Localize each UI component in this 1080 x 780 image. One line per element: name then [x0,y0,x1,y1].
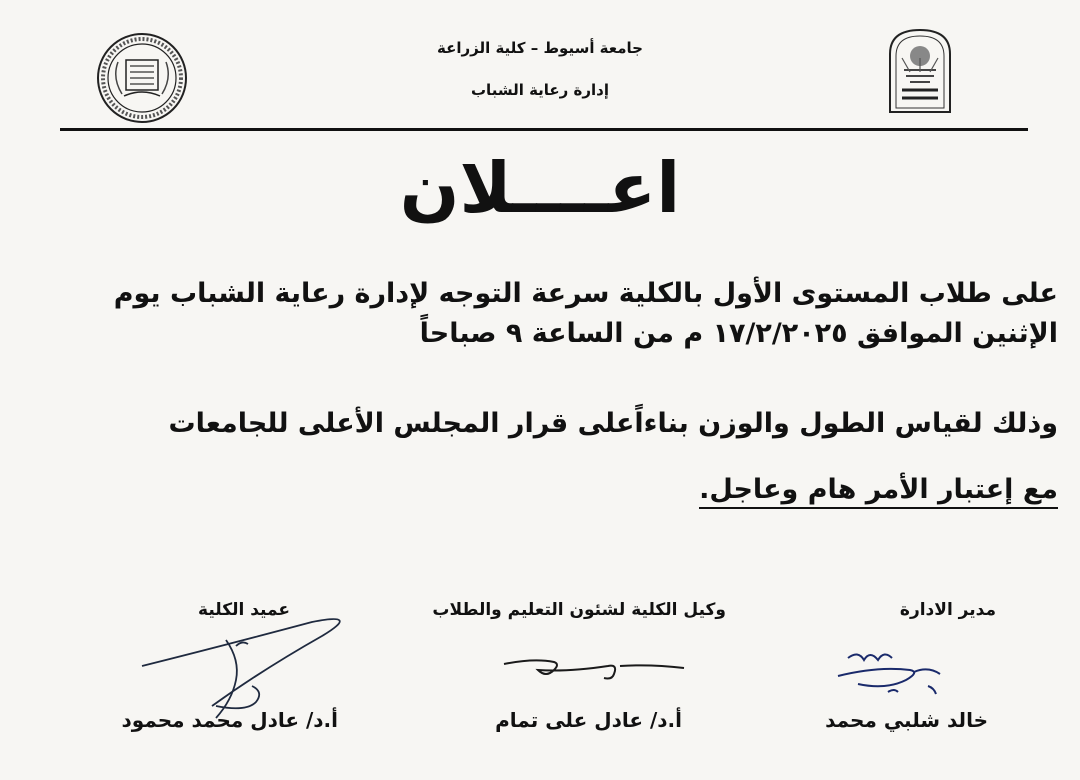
signature-title-director: مدير الادارة [899,600,996,620]
body-paragraph-1 [60,274,1058,354]
header-divider [60,128,1028,131]
body-line-4: مع إعتبار الأمر هام وعاجل. [699,474,1058,509]
faculty-seal-icon [96,32,188,124]
signature-title-dean: عميد الكلية [198,600,290,620]
announcement-title: اعــــلان [399,147,681,229]
signature-mark-director [828,632,968,702]
body-line-1: على طلاب المستوى الأول بالكلية سرعة التوجه لإدارة رعاية الشباب يوم [113,278,1058,309]
body-line-3: وذلك لقياس الطول والوزن بناءاًعلى قرار المجلس الأعلى للجامعات [168,408,1058,439]
signature-title-vice-dean: وكيل الكلية لشئون التعليم والطلاب [432,600,726,620]
university-logo-icon [884,26,956,114]
header-text [380,36,700,102]
body-paragraph-3 [60,470,1058,510]
signature-name-vice-dean: أ.د/ عادل على تمام [495,708,682,732]
university-line: جامعة أسيوط – كلية الزراعة [437,39,643,57]
body-paragraph-2 [60,404,1058,444]
signature-name-dean: أ.د/ عادل محمد محمود [121,708,338,732]
signature-name-director: خالد شلبي محمد [825,708,988,732]
body-line-2: الإثنين الموافق ١٧/٢/٢٠٢٥ م من الساعة ٩ صباحاً [419,318,1058,349]
department-line: إدارة رعاية الشباب [470,81,610,99]
signature-mark-vice-dean [500,642,690,690]
